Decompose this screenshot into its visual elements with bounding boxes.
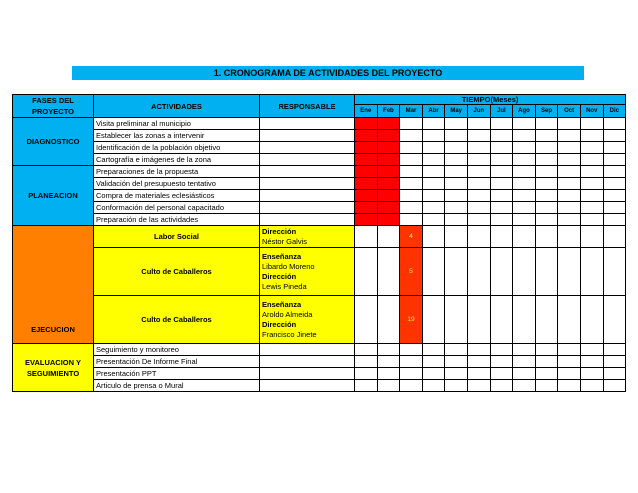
header-row [13,95,626,105]
month-cell [467,190,490,202]
phase-evaluacion [13,344,94,392]
month-cell [580,154,603,166]
month-cell [400,178,423,190]
responsible-role: Dirección [262,271,297,281]
month-cell [513,368,536,380]
table-row [13,248,626,296]
month-cell [467,142,490,154]
month-cell [580,190,603,202]
responsible-person: Lewis Pineda [262,281,307,291]
activity-cell: Culto de Caballeros [94,296,260,344]
month-cell [558,226,581,248]
month-header: Mar [400,105,423,118]
month-cell [445,248,468,296]
month-cell [603,344,626,356]
month-cell-filled [377,190,400,202]
month-cell [445,166,468,178]
phase-evaluacion-line2: SEGUIMIENTO [26,368,80,378]
month-cell-filled [355,142,378,154]
month-cell [467,202,490,214]
responsible-cell [260,248,355,296]
table-row [13,190,626,202]
month-cell [355,296,378,344]
month-cell [422,356,445,368]
responsible-cell [260,142,355,154]
header-time: TIEMPO(Meses) [355,95,626,105]
month-cell [490,130,513,142]
table-row [13,154,626,166]
table-row [13,118,626,130]
month-cell [422,368,445,380]
month-header: May [445,105,468,118]
month-cell [535,166,558,178]
month-cell [467,368,490,380]
month-cell [535,380,558,392]
month-cell [603,356,626,368]
responsible-cell [260,154,355,166]
month-cell [445,368,468,380]
month-cell [603,248,626,296]
month-cell [422,226,445,248]
month-cell-filled [355,118,378,130]
month-cell-filled [355,178,378,190]
table-row [13,380,626,392]
month-cell-filled [377,154,400,166]
month-cell [400,380,423,392]
month-cell [603,142,626,154]
month-cell [535,154,558,166]
month-cell [422,154,445,166]
month-cell [377,344,400,356]
month-cell [513,356,536,368]
month-cell [535,368,558,380]
month-cell [377,380,400,392]
table-row [13,166,626,178]
month-cell [535,118,558,130]
month-cell [580,226,603,248]
month-cell [445,344,468,356]
month-cell-filled [377,202,400,214]
month-cell-filled [377,118,400,130]
month-cell [490,226,513,248]
month-cell-marked: 5 [400,248,423,296]
month-cell [603,296,626,344]
month-cell [558,142,581,154]
month-cell [558,130,581,142]
month-cell [603,368,626,380]
month-cell [558,166,581,178]
month-cell [445,118,468,130]
month-cell [535,190,558,202]
month-cell [422,214,445,226]
month-header: Feb [377,105,400,118]
month-header: Ene [355,105,378,118]
header-activities: ACTIVIDADES [94,95,260,118]
month-cell [445,154,468,166]
month-cell [355,248,378,296]
responsible-cell [260,130,355,142]
month-cell [603,380,626,392]
month-cell [535,296,558,344]
month-cell [490,296,513,344]
month-cell [558,380,581,392]
month-cell [603,130,626,142]
month-cell [603,154,626,166]
month-cell [603,202,626,214]
month-cell [580,248,603,296]
month-cell-marked: 19 [400,296,423,344]
month-cell [490,166,513,178]
month-cell [580,118,603,130]
responsible-person: Néstor Galvis [262,236,308,246]
activity-cell: Culto de Caballeros [94,248,260,296]
month-cell [603,190,626,202]
month-cell [467,356,490,368]
responsible-person: Aroldo Almeida [262,309,313,319]
month-cell [445,226,468,248]
month-cell [580,130,603,142]
month-cell [535,214,558,226]
month-cell [467,130,490,142]
month-cell [513,118,536,130]
month-cell [422,178,445,190]
month-cell [513,178,536,190]
month-cell [377,226,400,248]
month-cell [603,178,626,190]
month-header: Jul [490,105,513,118]
month-cell [490,202,513,214]
responsible-role: Enseñanza [262,251,302,261]
activity-cell: Preparación de las actividades [94,214,260,226]
table-row [13,368,626,380]
month-cell [513,296,536,344]
month-cell [513,248,536,296]
month-cell [580,202,603,214]
activity-cell: Visita preliminar al municipio [94,118,260,130]
month-cell [467,380,490,392]
month-cell [580,214,603,226]
month-cell [400,142,423,154]
month-cell [603,118,626,130]
responsible-role: Dirección [262,226,297,236]
month-cell [513,214,536,226]
month-cell [490,142,513,154]
month-cell [558,118,581,130]
month-cell [377,356,400,368]
month-cell-filled [377,214,400,226]
month-cell [400,166,423,178]
month-cell [422,202,445,214]
responsible-role: Dirección [262,319,297,329]
responsible-cell [260,202,355,214]
month-cell [377,296,400,344]
activity-cell: Preparaciones de la propuesta [94,166,260,178]
month-cell [445,202,468,214]
activity-cell: Validación del presupuesto tentativo [94,178,260,190]
month-cell [513,202,536,214]
month-cell [513,166,536,178]
month-cell [467,226,490,248]
phase-ejecucion: EJECUCION [13,226,94,344]
month-cell [467,296,490,344]
table-row [13,142,626,154]
month-cell [422,166,445,178]
month-cell [580,368,603,380]
phase-evaluacion-line1: EVALUACION Y [25,357,81,367]
month-cell-filled [355,190,378,202]
month-cell [513,142,536,154]
month-cell [355,356,378,368]
month-cell [467,178,490,190]
month-cell [400,190,423,202]
month-cell [535,178,558,190]
month-cell [535,356,558,368]
month-cell-filled [355,202,378,214]
month-cell [422,344,445,356]
month-cell [558,368,581,380]
month-cell [558,190,581,202]
phase-planeacion: PLANEACION [13,166,94,226]
month-cell [445,380,468,392]
month-cell [558,296,581,344]
month-cell [558,154,581,166]
month-cell [355,226,378,248]
month-cell [535,344,558,356]
responsible-person: Libardo Moreno [262,261,315,271]
month-cell [490,356,513,368]
month-cell [422,248,445,296]
schedule-table [12,94,626,392]
activity-cell: Conformación del personal capacitado [94,202,260,214]
month-header: Nov [580,105,603,118]
month-cell [490,118,513,130]
month-cell-filled [377,178,400,190]
month-cell [445,356,468,368]
month-cell [580,344,603,356]
activity-cell: Compra de materiales eclesiásticos [94,190,260,202]
phase-diagnostico: DIAGNOSTICO [13,118,94,166]
activity-cell: Seguimiento y monitoreo [94,344,260,356]
month-cell-filled [377,166,400,178]
month-cell [355,380,378,392]
month-cell [400,118,423,130]
month-cell [603,166,626,178]
month-cell [422,142,445,154]
month-cell [400,368,423,380]
month-cell [490,380,513,392]
schedule-title: 1. CRONOGRAMA DE ACTIVIDADES DEL PROYECTO [72,66,584,80]
month-cell [422,296,445,344]
month-cell [467,214,490,226]
month-cell [490,178,513,190]
activity-cell: Identificación de la población objetivo [94,142,260,154]
month-cell [558,344,581,356]
month-header: Abr [422,105,445,118]
month-cell [445,296,468,344]
activity-cell: Articulo de prensa o Mural [94,380,260,392]
table-row [13,214,626,226]
table-row [13,130,626,142]
month-cell-filled [355,166,378,178]
responsible-cell [260,296,355,344]
responsible-cell [260,178,355,190]
month-header: Dic [603,105,626,118]
month-cell [377,368,400,380]
month-cell [580,356,603,368]
activity-cell: Presentación PPT [94,368,260,380]
month-cell [490,248,513,296]
month-cell [513,344,536,356]
month-cell [467,166,490,178]
month-cell [580,296,603,344]
header-phase [13,95,94,118]
responsible-person: Francisco Jinete [262,329,317,339]
month-cell [400,130,423,142]
month-cell [400,344,423,356]
month-cell [513,226,536,248]
month-cell [445,142,468,154]
table-row [13,202,626,214]
month-cell [535,142,558,154]
month-cell [535,248,558,296]
month-cell-filled [355,130,378,142]
month-cell [422,190,445,202]
month-cell [422,118,445,130]
responsible-cell [260,356,355,368]
header-phase-line2: PROYECTO [32,107,74,116]
month-cell-filled [377,142,400,154]
month-header: Oct [558,105,581,118]
month-cell [422,380,445,392]
month-cell [490,154,513,166]
month-cell [400,202,423,214]
table-row [13,356,626,368]
month-header: Ago [513,105,536,118]
responsible-cell [260,344,355,356]
month-cell [513,130,536,142]
month-cell [467,154,490,166]
table-row [13,178,626,190]
responsible-cell [260,166,355,178]
month-cell [558,178,581,190]
month-cell-marked: 4 [400,226,423,248]
month-cell [445,130,468,142]
responsible-role: Enseñanza [262,299,302,309]
month-cell [603,214,626,226]
month-cell [558,248,581,296]
month-cell [513,380,536,392]
responsible-cell [260,118,355,130]
month-cell [513,154,536,166]
month-cell [535,226,558,248]
month-cell [580,142,603,154]
month-cell [377,248,400,296]
month-cell [558,202,581,214]
month-cell [535,130,558,142]
activity-cell: Establecer las zonas a intervenir [94,130,260,142]
month-cell [490,368,513,380]
header-phase-line1: FASES DEL [32,96,74,105]
month-cell-filled [355,214,378,226]
month-cell [490,214,513,226]
month-cell [355,368,378,380]
month-cell [467,118,490,130]
month-cell-filled [355,154,378,166]
month-cell [445,178,468,190]
month-cell [400,154,423,166]
responsible-cell [260,380,355,392]
month-cell [580,166,603,178]
table-row [13,344,626,356]
table-row [13,296,626,344]
activity-cell: Presentación De Informe Final [94,356,260,368]
month-cell [490,190,513,202]
month-cell [355,344,378,356]
month-header: Sep [535,105,558,118]
month-cell [490,344,513,356]
responsible-cell [260,190,355,202]
month-cell [400,214,423,226]
month-cell [467,248,490,296]
month-cell [513,190,536,202]
activity-cell: Labor Social [94,226,260,248]
month-cell [445,190,468,202]
header-responsible: RESPONSABLE [260,95,355,118]
month-cell [535,202,558,214]
month-cell [445,214,468,226]
month-cell [580,178,603,190]
month-cell [603,226,626,248]
month-cell [400,356,423,368]
month-cell [467,344,490,356]
month-cell-filled [377,130,400,142]
month-cell [422,130,445,142]
month-header: Jun [467,105,490,118]
responsible-cell [260,226,355,248]
activity-cell: Cartografía e imágenes de la zona [94,154,260,166]
month-cell [558,214,581,226]
responsible-cell [260,214,355,226]
month-cell [580,380,603,392]
table-row [13,226,626,248]
responsible-cell [260,368,355,380]
month-cell [558,356,581,368]
